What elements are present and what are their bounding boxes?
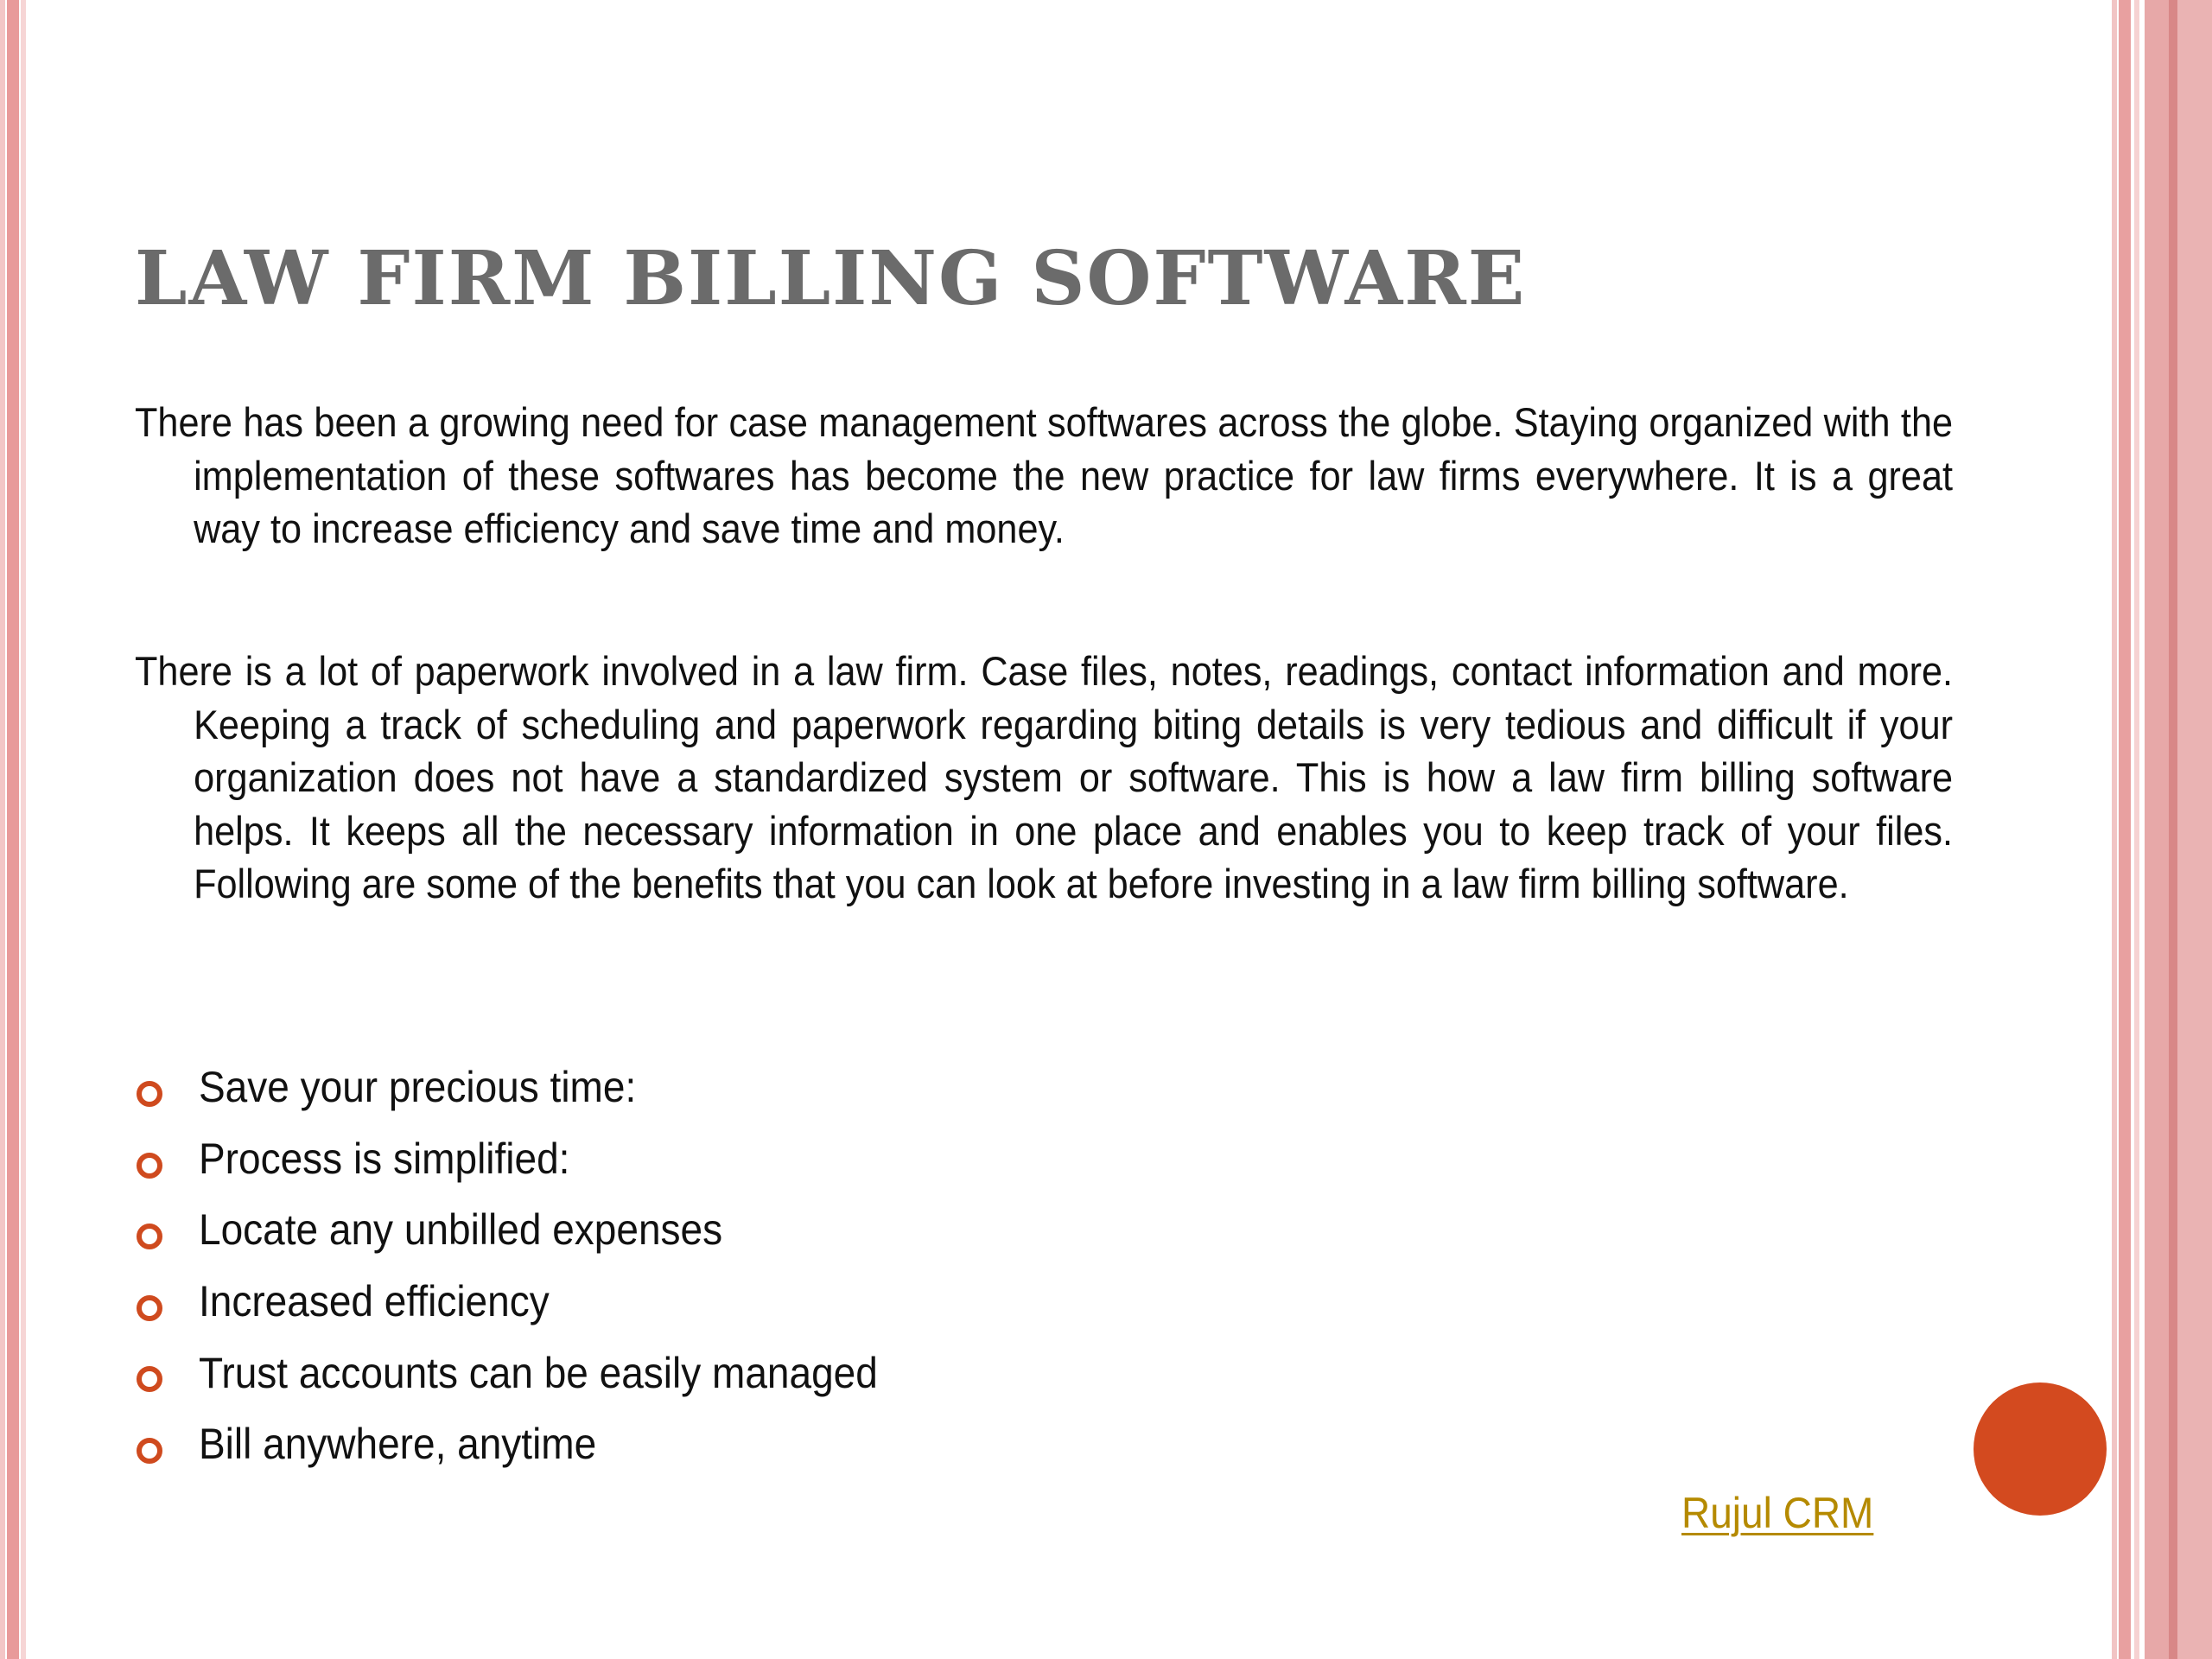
rujul-crm-link[interactable]: Rujul CRM [1681,1489,1874,1537]
right-border-stripe [2134,0,2139,1659]
right-border-stripe [2177,0,2212,1659]
left-border-stripe [7,0,19,1659]
list-item-text: Process is simplified: [199,1134,570,1183]
list-item-text: Locate any unbilled expenses [199,1205,723,1255]
left-border-stripe [0,0,5,1659]
list-item [135,1056,937,1128]
circle-bullet-icon [137,1153,162,1179]
right-border-stripe [2112,0,2117,1659]
right-border-stripe [2169,0,2177,1659]
list-item-text: Save your precious time: [199,1063,637,1112]
list-item [135,1341,937,1413]
list-item-text: Bill anywhere, anytime [199,1420,597,1469]
list-item-text: Increased efficiency [199,1277,550,1326]
list-item [135,1128,937,1199]
benefits-list [135,1056,937,1484]
circle-bullet-icon [137,1081,162,1107]
intro-paragraph: There has been a growing need for case management softwares across the globe. Staying organized with the implementation of these softwares has become the new practice for law firms everywhere. It is a great way to increase efficiency and save time and money. [135,399,1954,551]
list-item-text: Trust accounts can be easily managed [199,1348,878,1397]
slide-title: LAW FIRM BILLING SOFTWARE [135,235,1527,322]
left-border-stripe [21,0,26,1659]
right-border-stripe [2145,0,2169,1659]
right-border-stripe [2119,0,2131,1659]
decorative-orange-circle [1974,1382,2107,1516]
circle-bullet-icon [137,1224,162,1249]
list-item [135,1270,937,1342]
circle-bullet-icon [137,1295,162,1321]
list-item [135,1413,937,1484]
circle-bullet-icon [137,1366,162,1392]
list-item [135,1198,937,1270]
circle-bullet-icon [137,1438,162,1464]
body-paragraph: There is a lot of paperwork involved in a law firm. Case files, notes, readings, contact information and more. Keeping a track of scheduling and paperwork regarding biting details is very tedious and difficult if your organization does not have a standardized system or software. This is how a law firm billing software helps. It keeps all the necessary information in one place and enables you to keep track of your files. Following are some of the benefits that you can look at before investing in a law firm billing software. [135,648,1954,906]
